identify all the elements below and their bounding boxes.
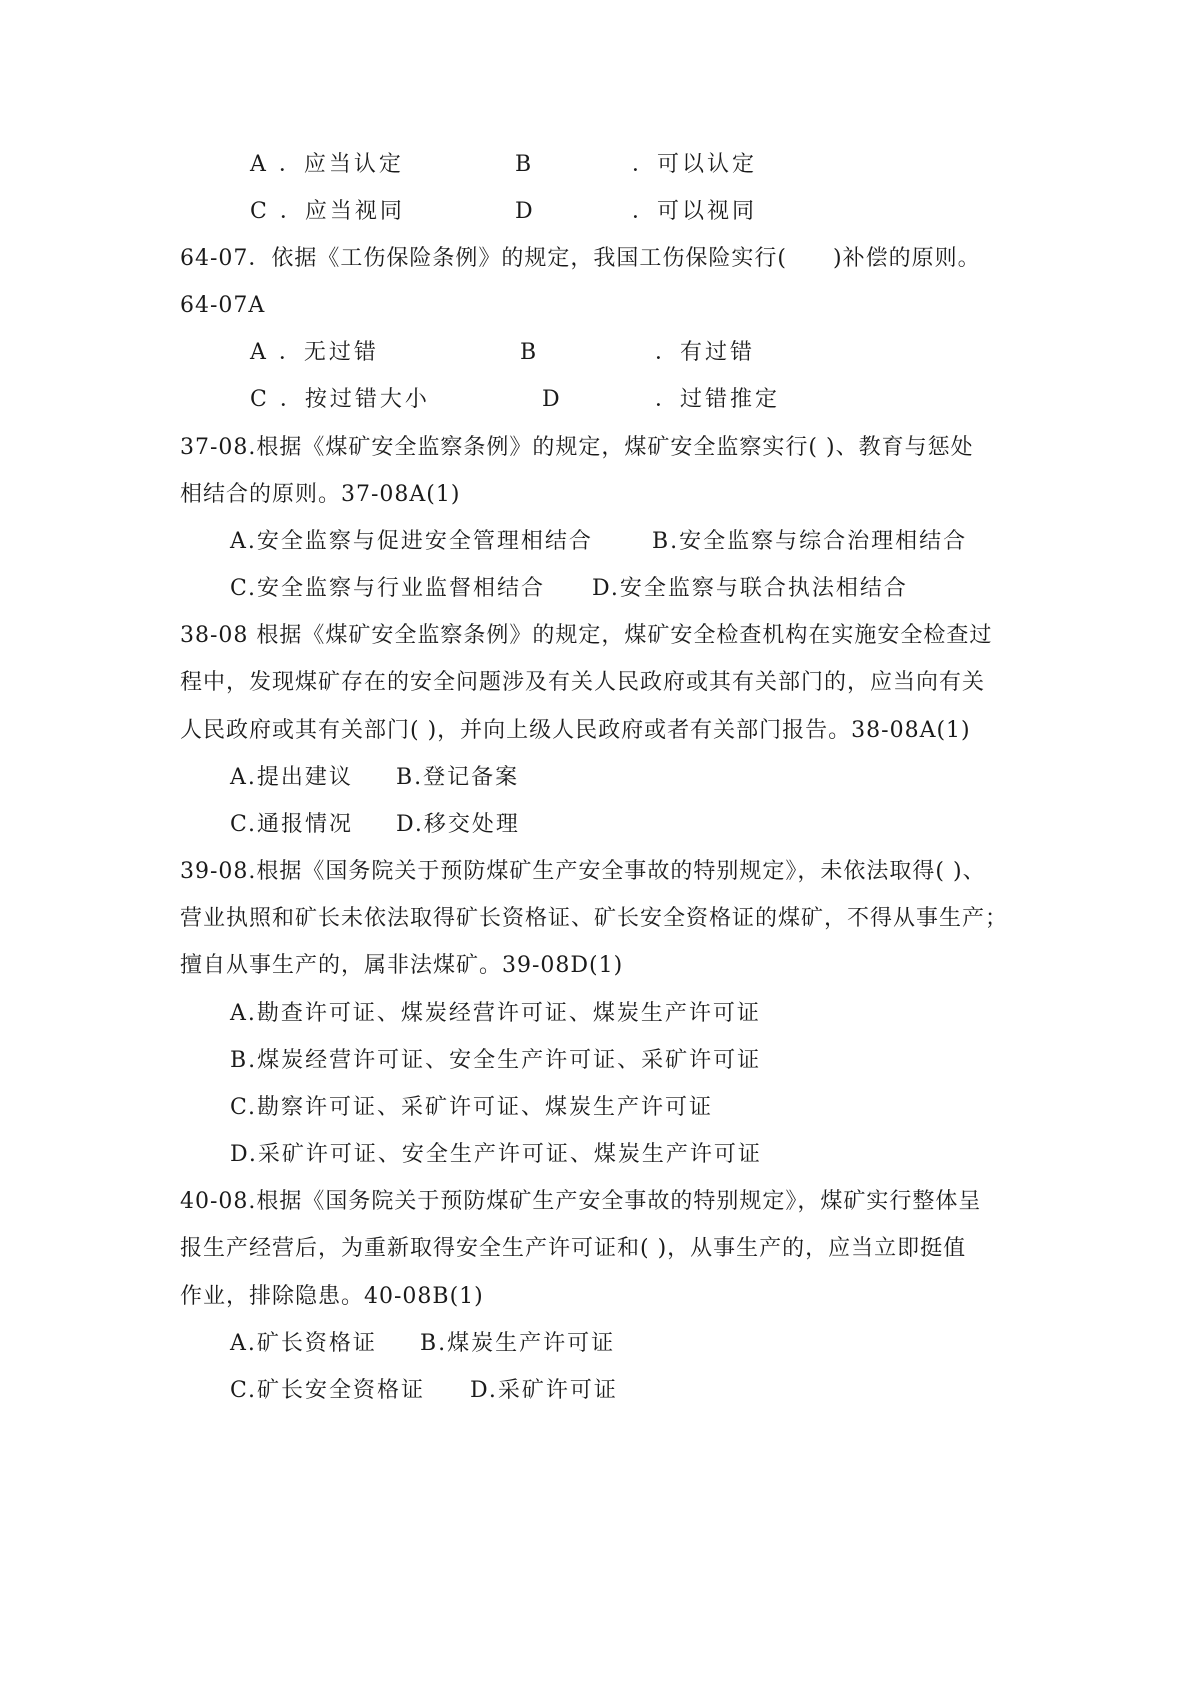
q64-stem-line1: 64-07．依据《工伤保险条例》的规定，我国工伤保险实行( )补偿的原则。 [180,246,981,271]
q38-option-d: D.移交处理 [396,812,520,837]
prev-option-d-letter: D [515,199,536,224]
q37-option-a: A.安全监察与促进安全管理相结合 [230,529,593,554]
q38-option-a: A.提出建议 [230,765,353,790]
q64-option-d-text: ．过错推定 [655,387,781,412]
q39-stem-line1: 39-08.根据《国务院关于预防煤矿生产安全事故的特别规定》，未依法取得( )、 [180,859,986,884]
prev-option-b-text: ．可以认定 [632,152,758,177]
prev-option-b-letter: B [515,152,535,177]
q40-option-d: D.采矿许可证 [470,1378,618,1403]
q38-stem-line2: 程中，发现煤矿存在的安全问题涉及有关人民政府或其有关部门的，应当向有关 [180,670,986,695]
q39-stem-line3: 擅自从事生产的，属非法煤矿。39-08D(1) [180,953,624,978]
q38-stem-line3: 人民政府或其有关部门( )，并向上级人民政府或者有关部门报告。38-08A(1) [180,718,971,743]
q40-option-c: C.矿长安全资格证 [230,1378,426,1403]
q37-stem-line1: 37-08.根据《煤矿安全监察条例》的规定，煤矿安全监察实行( )、教育与惩处 [180,435,974,460]
prev-option-a: A ．应当认定 [250,152,404,177]
q40-option-b: B.煤炭生产许可证 [420,1331,616,1356]
prev-option-d-text: ．可以视同 [632,199,758,224]
q64-option-b-letter: B [520,340,540,365]
q40-option-a: A.矿长资格证 [230,1331,377,1356]
q64-option-a: A ．无过错 [250,340,379,365]
prev-option-c: C ．应当视同 [250,199,405,224]
q39-stem-line2: 营业执照和矿长未依法取得矿长资格证、矿长安全资格证的煤矿，不得从事生产； [180,906,1009,931]
q37-option-b: B.安全监察与综合治理相结合 [652,529,968,554]
q39-option-b: B.煤炭经营许可证、安全生产许可证、采矿许可证 [230,1048,762,1073]
q64-option-c: C ．按过错大小 [250,387,430,412]
q38-option-c: C.通报情况 [230,812,354,837]
q39-option-d: D.采矿许可证、安全生产许可证、煤炭生产许可证 [230,1142,762,1167]
q64-option-d-letter: D [542,387,563,412]
q38-option-b: B.登记备案 [396,765,520,790]
q40-stem-line2: 报生产经营后，为重新取得安全生产许可证和( )，从事生产的，应当立即挺值 [180,1236,967,1261]
q40-stem-line3: 作业，排除隐患。40-08B(1) [180,1284,484,1309]
q39-option-a: A.勘查许可证、煤炭经营许可证、煤炭生产许可证 [230,1001,761,1026]
q64-stem-line2: 64-07A [180,293,266,318]
q38-stem-line1: 38-08 根据《煤矿安全监察条例》的规定，煤矿安全检查机构在实施安全检查过 [180,623,993,648]
q37-option-c: C.安全监察与行业监督相结合 [230,576,546,601]
q39-option-c: C.勘察许可证、采矿许可证、煤炭生产许可证 [230,1095,714,1120]
q37-option-d: D.安全监察与联合执法相结合 [592,576,908,601]
q40-stem-line1: 40-08.根据《国务院关于预防煤矿生产安全事故的特别规定》，煤矿实行整体呈 [180,1189,982,1214]
q37-stem-line2: 相结合的原则。37-08A(1) [180,482,461,507]
q64-option-b-text: ．有过错 [655,340,756,365]
